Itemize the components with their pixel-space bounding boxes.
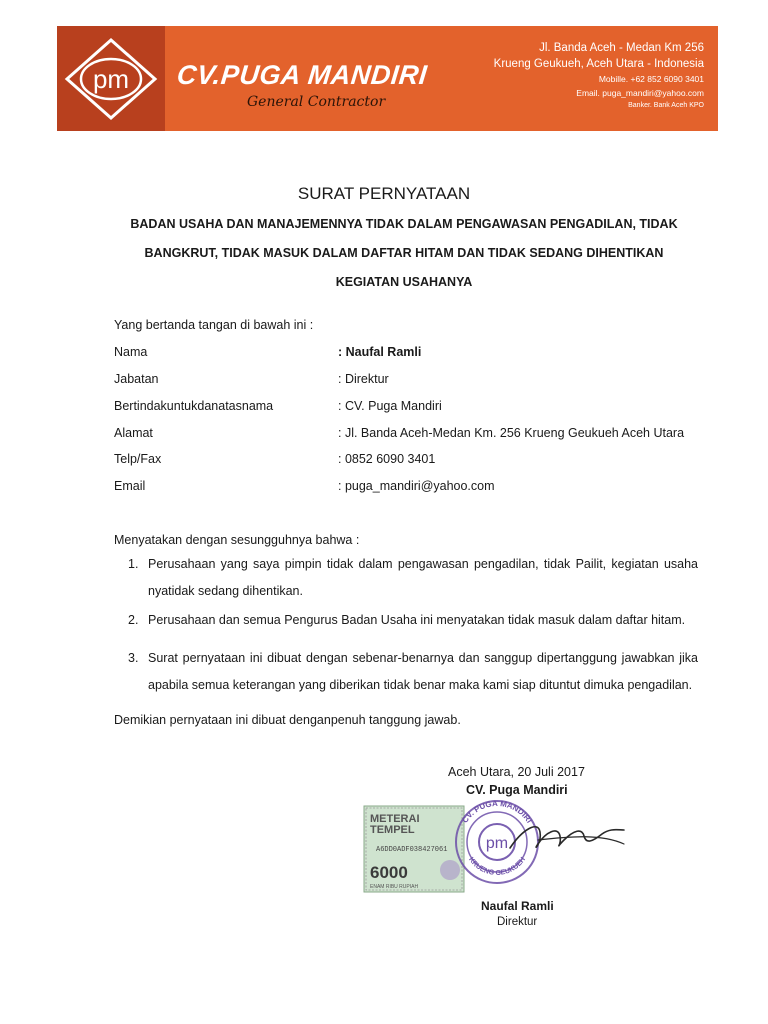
field-value: : Jl. Banda Aceh-Medan Km. 256 Krueng Geukueh Aceh Utara [338, 426, 685, 440]
mobile-number: Mobille. +62 852 6090 3401 [598, 74, 704, 84]
document-subtitle [110, 210, 698, 297]
field-label: Bertindakuntukdanatasnama [114, 399, 274, 413]
statement-number: 3. [128, 651, 139, 665]
statement-text: Perusahaan yang saya pimpin tidak dalam pengawasan pengadilan, tidak Pailit, kegiatan usaha nyatidak sedang dihentikan. [148, 557, 698, 598]
company-seal [456, 800, 538, 883]
statement-text: Perusahaan dan semua Pengurus Badan Usaha ini menyatakan tidak masuk dalam daftar hitam. [148, 613, 686, 627]
statement-intro: Menyatakan dengan sesungguhnya bahwa : [114, 533, 360, 547]
field-label: Nama [114, 345, 148, 359]
statement-item [114, 551, 698, 605]
company-logo [57, 26, 165, 131]
svg-text:TEMPEL: TEMPEL [370, 824, 415, 836]
svg-text:KRUENG GEUKUEH: KRUENG GEUKUEH [467, 856, 527, 878]
signatory-position: Direktur [497, 916, 538, 928]
statement-list [114, 551, 698, 699]
field-label: Jabatan [114, 372, 159, 386]
statement-item [114, 607, 698, 634]
company-tagline: General Contractor [247, 94, 386, 110]
document-title: SURAT PERNYATAAN [297, 184, 471, 203]
field-label: Email [114, 479, 146, 493]
subtitle-line: BANGKRUT, TIDAK MASUK DALAM DAFTAR HITAM DAN TIDAK SEDANG DIHENTIKAN [144, 246, 664, 260]
field-value: : CV. Puga Mandiri [338, 399, 442, 413]
svg-text:A6DD0ADF038427061: A6DD0ADF038427061 [376, 846, 448, 854]
closing-text: Demikian pernyataan ini dibuat denganpenuh tanggung jawab. [114, 713, 461, 727]
email-address: Email. puga_mandiri@yahoo.com [576, 88, 704, 98]
subtitle-line: BADAN USAHA DAN MANAJEMENNYA TIDAK DALAM PENGAWASAN PENGADILAN, TIDAK [130, 217, 678, 231]
field-value: : puga_mandiri@yahoo.com [338, 479, 495, 493]
letterhead-contact [494, 40, 704, 112]
statement-text: Surat pernyataan ini dibuat dengan sebenar-benarnya dan sanggup dipertanggung jawabkan jika apabila semua keterangan yang diberikan tidak benar maka kami siap dituntut dimuka pengadilan. [148, 651, 698, 692]
stamp-and-signature [362, 800, 632, 905]
field-value: : Direktur [338, 372, 389, 386]
field-value: : Naufal Ramli [338, 345, 422, 359]
svg-text:ENAM RIBU RUPIAH: ENAM RIBU RUPIAH [370, 884, 419, 890]
svg-text:CV. PUGA MANDIRI: CV. PUGA MANDIRI [460, 800, 534, 825]
banker: Banker. Bank Aceh KPO [628, 102, 704, 109]
field-value: : 0852 6090 3401 [338, 452, 436, 466]
letterhead [57, 26, 718, 131]
statement-number: 1. [128, 557, 139, 571]
company-name: CV.PUGA MANDIRI [175, 60, 429, 90]
signatory-name: Naufal Ramli [481, 899, 554, 913]
field-label: Telp/Fax [114, 452, 162, 466]
address-line-1: Jl. Banda Aceh - Medan Km 256 [539, 42, 704, 54]
svg-text:pm: pm [485, 835, 509, 852]
statement-number: 2. [128, 613, 139, 627]
svg-text:6000: 6000 [370, 863, 408, 882]
address-line-2: Krueng Geukueh, Aceh Utara - Indonesia [493, 58, 704, 70]
field-label: Alamat [114, 426, 153, 440]
signature-place-date: Aceh Utara, 20 Juli 2017 [448, 765, 585, 779]
subtitle-line: KEGIATAN USAHANYA [335, 275, 473, 289]
intro-text: Yang bertanda tangan di bawah ini : [114, 318, 314, 332]
svg-text:pm: pm [92, 64, 130, 94]
svg-text:METERAI: METERAI [370, 813, 420, 825]
meterai-stamp [364, 806, 464, 892]
statement-item [114, 645, 698, 699]
signature-company: CV. Puga Mandiri [466, 783, 568, 797]
